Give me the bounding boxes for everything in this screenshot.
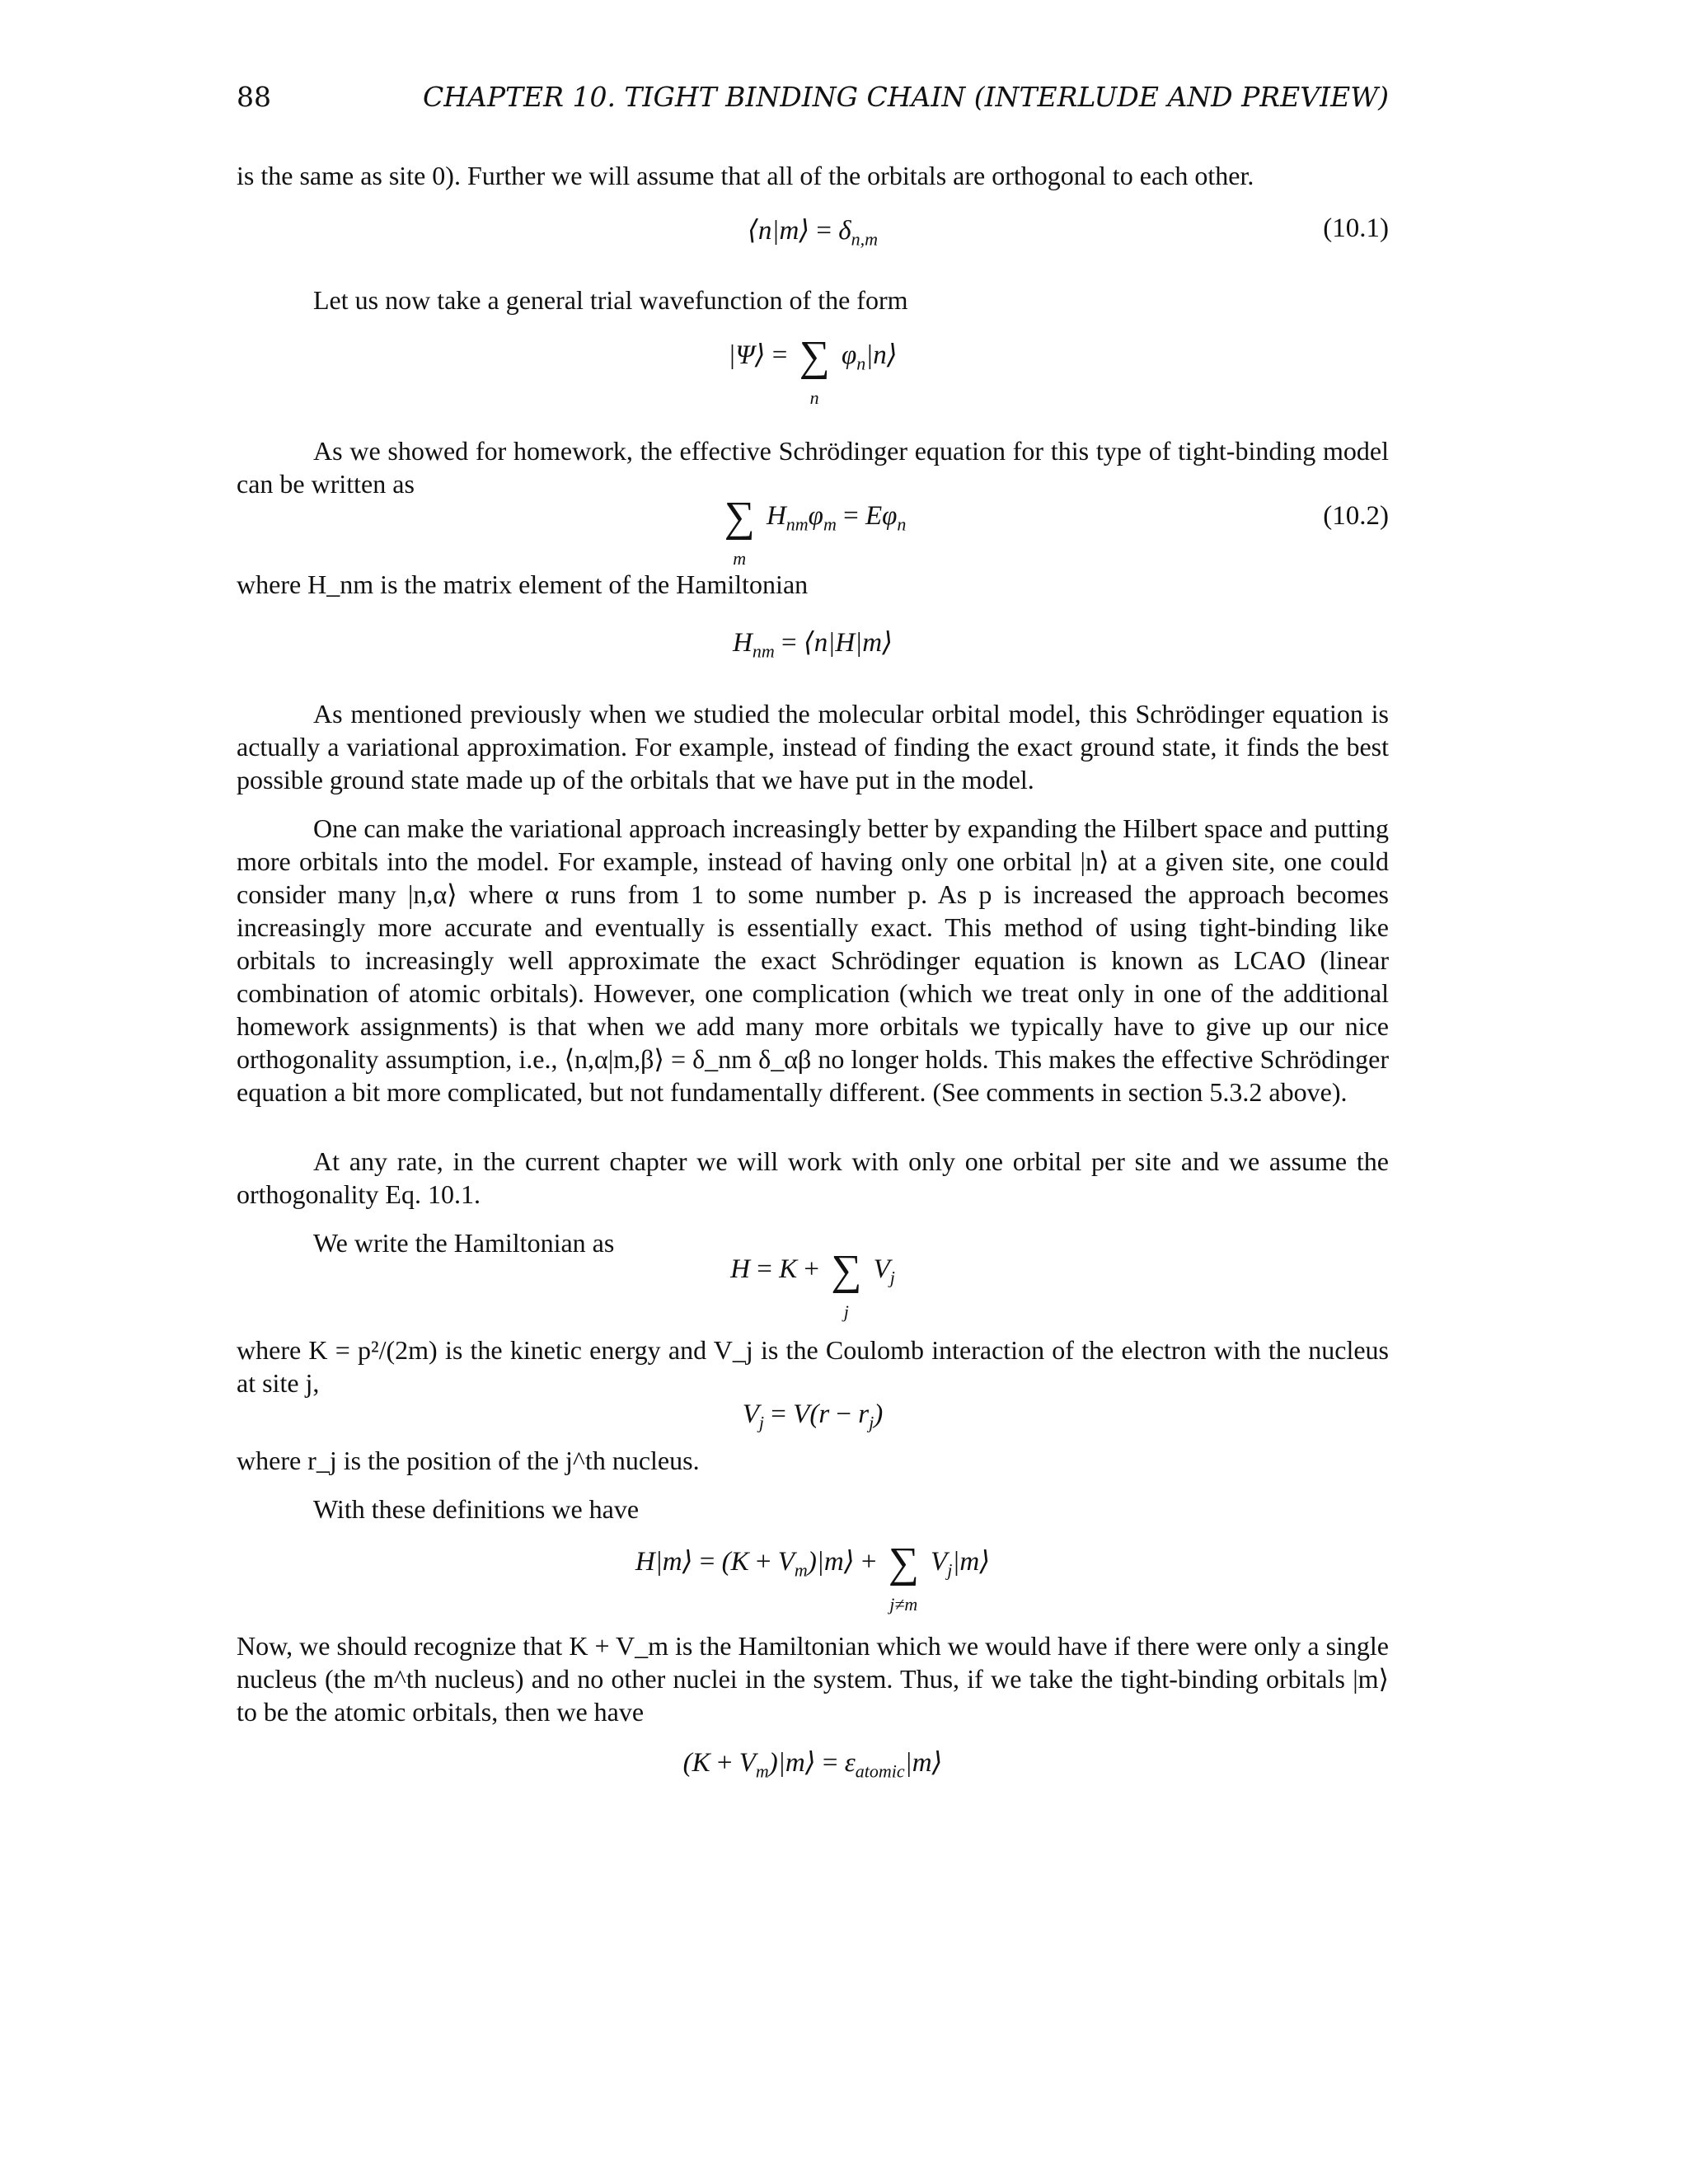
paragraph-trial: Let us now take a general trial wavefunction of the form — [313, 285, 908, 315]
equation-atomic: $(K + V_m)|m⟩$ = $\varepsilon_{atomic}|m⟩$ — [682, 1748, 943, 1782]
paragraph-orthogonal: is the same as site 0). Further we will assume that all of the orbitals are orthogonal to each other. — [237, 161, 1254, 190]
paragraph-matrix-element: where H_nm is the matrix element of the Hamiltonian — [237, 569, 809, 599]
paragraph-kinetic: where K = p²/(2m) is the kinetic energy and V_j is the Coulomb interaction of the electron with the nucleus at site j, — [237, 1335, 1389, 1398]
paragraph-position: where r_j is the position of the j^th nucleus. — [237, 1446, 700, 1475]
paragraph-definitions: With these definitions we have — [313, 1494, 640, 1524]
page-number: 88 — [237, 81, 271, 113]
running-header — [237, 81, 1389, 117]
paragraph-variational: As mentioned previously when we studied the molecular orbital model, this Schrödinger equation is actually a variational approximation. For example, instead of finding the exact ground state, it finds the best possible ground state made up of the orbitals that we have put in the model. — [237, 699, 1389, 794]
equation-number-10-1: (10.1) — [1323, 213, 1389, 243]
chapter-title: CHAPTER 10. TIGHT BINDING CHAIN (INTERLUDE AND PREVIEW) — [422, 81, 1389, 113]
equation-hnm: $H_{nm}$ = ⟨n|H|m⟩ — [733, 628, 893, 662]
equation-10-2: ∑ m $H_{nm}\varphi_m = E\varphi_n$ (10.2) — [724, 494, 1389, 569]
equation-hamiltonian: H = K + ∑ j $V_j$ — [730, 1247, 895, 1322]
equation-vj: $V_j = V(r - r_j)$ — [742, 1399, 884, 1433]
paragraph-hamiltonian: We write the Hamiltonian as — [313, 1228, 615, 1258]
paragraph-schrodinger: As we showed for homework, the effective Schrödinger equation for this type of tight-binding model can be written as — [237, 436, 1389, 499]
paragraph-one-orbital: At any rate, in the current chapter we will work with only one orbital per site and we assume the orthogonality Eq. 10.1. — [237, 1146, 1389, 1209]
equation-number-10-2: (10.2) — [1323, 501, 1389, 531]
paragraph-single-nucleus: Now, we should recognize that K + V_m is the Hamiltonian which we would have if there were only a single nucleus (the m^th nucleus) and no other nuclei in the system. Thus, if we take the tight-binding orbitals |m⟩ to be the atomic orbitals, then we have — [237, 1631, 1389, 1727]
equation-10-1: ⟨n|m⟩ = $\delta_{n,m}$ (10.1) — [747, 213, 1389, 250]
equation-trial-wavefunction: |Ψ⟩ = ∑ n $\varphi_n|n⟩$ — [728, 333, 898, 408]
equation-h-on-m: H|m⟩ = $(K + V_m)|m⟩$ + ∑ j≠m $V_j|m⟩$ — [635, 1540, 991, 1615]
paragraph-lcao: One can make the variational approach increasingly better by expanding the Hilbert space and putting more orbitals into the model. For example, instead of having only one orbital |n⟩ at a given site, one could consider many |n,α⟩ where α runs from 1 to some number p. As p is increased the approach becomes increasingly more accurate and eventually is essentially exact. This method of using tight-binding like orbitals to increasingly well approximate the exact Schrödinger equation is known as LCAO (linear combination of atomic orbitals). However, one complication (which we treat only in one of the additional homework assignments) is that when we add many more orbitals we typically have to give up our nice orthogonality assumption, i.e., ⟨n,α|m,β⟩ = δ_nm δ_αβ no longer holds. This makes the effective Schrödinger equation a bit more complicated, but not fundamentally different. (See comments in section 5.3.2 above). — [237, 813, 1389, 1107]
